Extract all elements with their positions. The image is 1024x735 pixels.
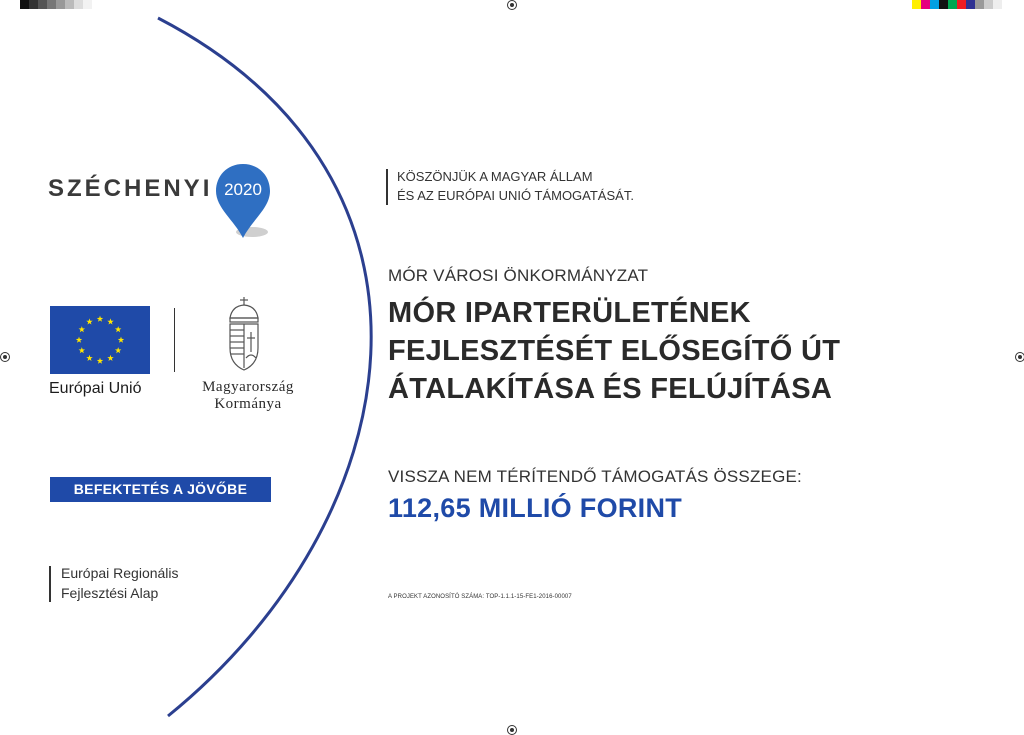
thanks-line2: ÉS AZ EURÓPAI UNIÓ TÁMOGATÁSÁT. — [397, 188, 634, 203]
process-color-swatch — [966, 0, 975, 9]
government-label-line1: Magyarország — [202, 379, 294, 395]
program-year: 2020 — [224, 180, 262, 199]
process-color-swatch — [912, 0, 921, 9]
grant-label: VISSZA NEM TÉRÍTENDŐ TÁMOGATÁS ÖSSZEGE: — [388, 467, 802, 486]
beneficiary-name: MÓR VÁROSI ÖNKORMÁNYZAT — [388, 266, 649, 285]
registration-mark-top — [507, 0, 517, 10]
process-color-swatch — [984, 0, 993, 9]
process-color-swatch — [939, 0, 948, 9]
investment-tagline-badge: BEFEKTETÉS A JÖVŐBE — [50, 477, 271, 502]
government-label-line2: Kormánya — [214, 396, 282, 412]
fund-divider — [49, 566, 51, 602]
eu-flag-icon — [50, 306, 150, 374]
project-id: A PROJEKT AZONOSÍTÓ SZÁMA: TOP-1.1.1-15-FE1-2016-00007 — [388, 594, 572, 600]
location-pin-icon — [212, 160, 274, 242]
hungarian-coat-of-arms-icon — [222, 296, 266, 372]
logo-divider — [174, 308, 175, 372]
process-color-swatch — [957, 0, 966, 9]
project-title-line1: MÓR IPARTERÜLETÉNEK — [388, 297, 751, 329]
color-calibration-bar — [912, 0, 1002, 9]
thanks-divider — [386, 169, 388, 205]
eu-label: Európai Unió — [49, 380, 142, 397]
grant-amount: 112,65 MILLIÓ FORINT — [388, 493, 683, 523]
project-title — [388, 294, 840, 408]
process-color-swatch — [921, 0, 930, 9]
fund-name-line2: Fejlesztési Alap — [61, 585, 159, 601]
process-color-swatch — [948, 0, 957, 9]
process-color-swatch — [975, 0, 984, 9]
project-title-line2: FEJLESZTÉSÉT ELŐSEGÍTŐ ÚT — [388, 335, 841, 367]
process-color-swatch — [930, 0, 939, 9]
program-name: SZÉCHENYI — [48, 175, 213, 202]
registration-mark-right — [1015, 352, 1024, 362]
thanks-line1: KÖSZÖNJÜK A MAGYAR ÁLLAM — [397, 169, 593, 184]
fund-name-line1: Európai Regionális — [61, 565, 179, 581]
project-title-line3: ÁTALAKÍTÁSA ÉS FELÚJÍTÁSA — [388, 373, 833, 405]
process-color-swatch — [993, 0, 1002, 9]
